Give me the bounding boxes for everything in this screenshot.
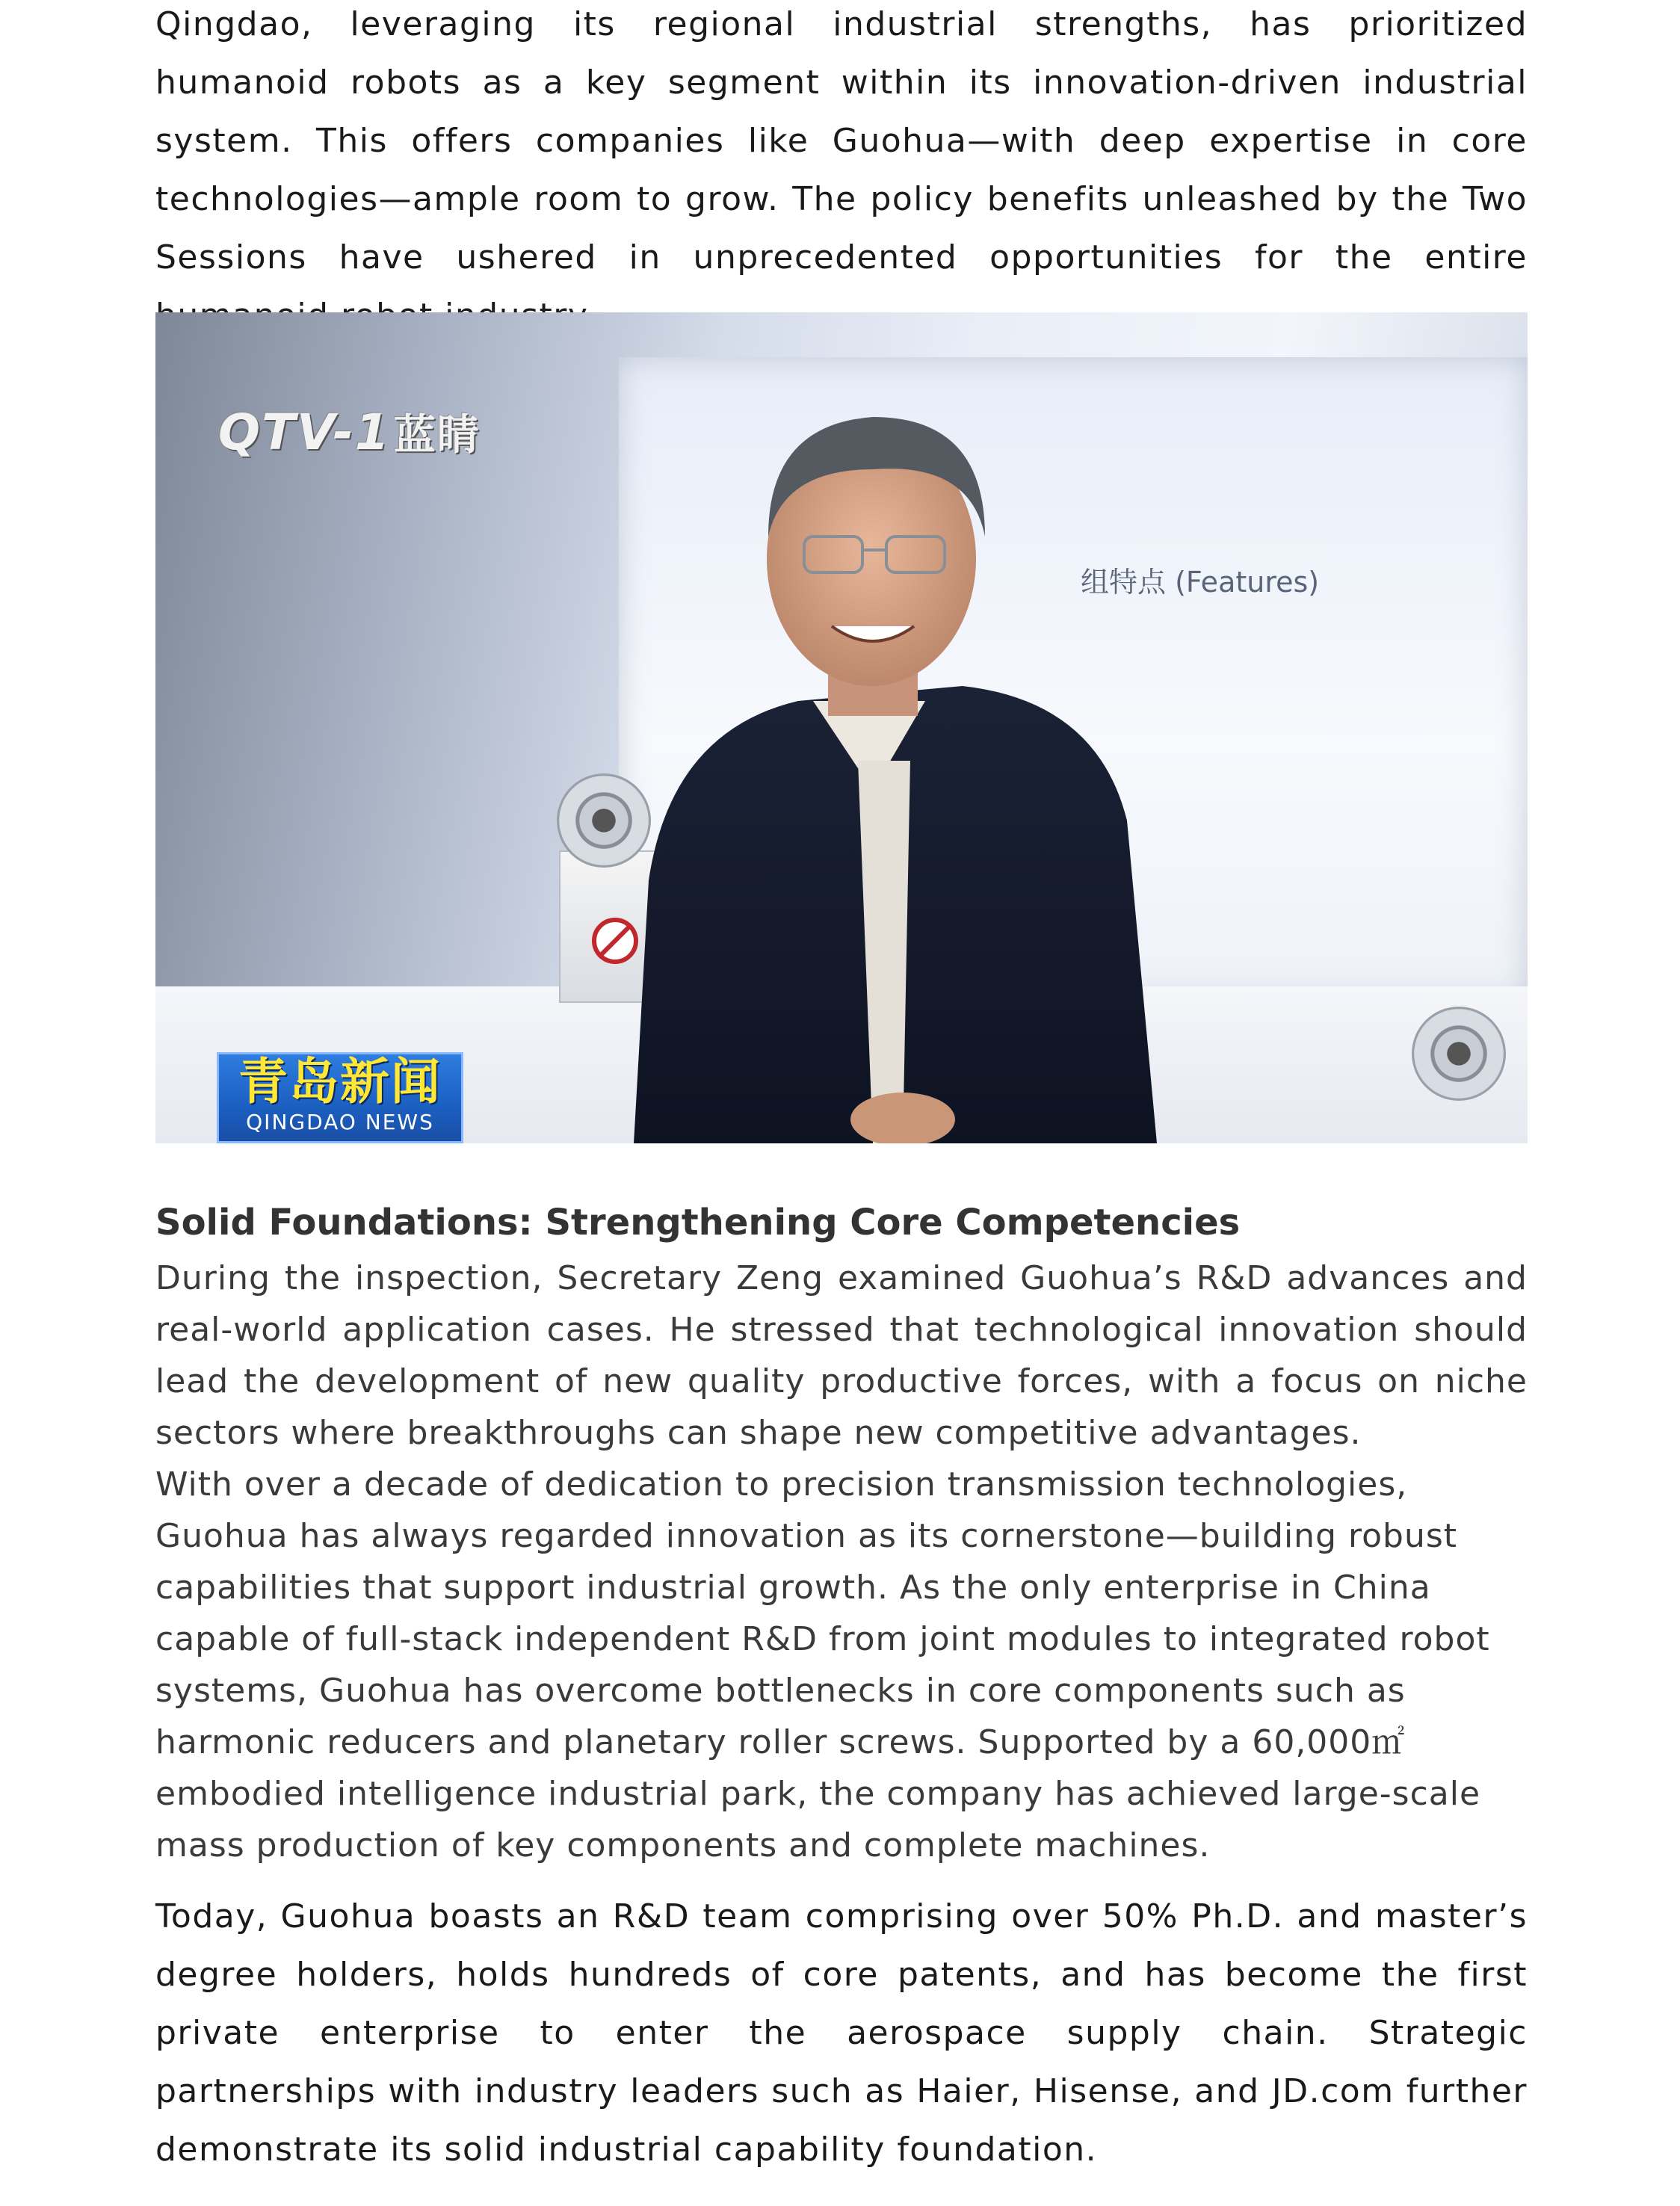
section-body bbox=[155, 1252, 1528, 1871]
section-heading: Solid Foundations: Strengthening Core Competencies bbox=[155, 1202, 1241, 1243]
news-badge-cn: 青岛新闻 bbox=[238, 1053, 442, 1110]
paragraph-decade: With over a decade of dedication to precision transmission technologies, Guohua has always regarded innovation as its cornerstone—building robust capabilities that support industrial growth. As the only enterprise in China capable of full-stack independent R&D from joint modules to integrated robot systems, Guohua has overcome bottlenecks in core components such as harmonic reducers and planetary roller screws. Supported by a 60,000㎡ embodied intelligence industrial park, the company has achieved large-scale mass production of key components and complete machines. bbox=[155, 1465, 1490, 1864]
qingdao-news-badge bbox=[217, 1052, 463, 1143]
exhibit-features-sign: 组特点 (Features) bbox=[1081, 566, 1320, 599]
intro-paragraph: Qingdao, leveraging its regional industrial strengths, has prioritized humanoid robots as a key segment within its innovation-driven industrial system. This offers companies like Guohua—with deep expertise in core technologies—ample room to grow. The policy benefits unleashed by the Two Sessions have ushered in unprecedented opportunities for the entire bbox=[155, 5, 1528, 276]
news-badge-en: QINGDAO NEWS bbox=[246, 1110, 434, 1134]
news-video-frame bbox=[155, 312, 1528, 1143]
paragraph-inspection: During the inspection, Secretary Zeng examined Guohua’s R&D advances and real-world application cases. He stressed that technological innovation should lead the development of new quality productive forces, with a focus on niche sectors where breakthroughs can shape new competitive advantages. bbox=[155, 1259, 1528, 1452]
channel-logo-latin: QTV-1 bbox=[218, 404, 391, 461]
channel-logo-cn: 蓝睛 bbox=[393, 411, 481, 460]
person-figure bbox=[155, 312, 1528, 1143]
paragraph-today: Today, Guohua boasts an R&D team comprising over 50% Ph.D. and master’s degree holders, holds hundreds of core patents, and has become the first private enterprise to enter the aerospace supply chain. Strategic partnerships with industry leaders such as Haier, Hisense, and JD.com further demonstrate its solid industrial capability foundation. bbox=[155, 1897, 1528, 2169]
